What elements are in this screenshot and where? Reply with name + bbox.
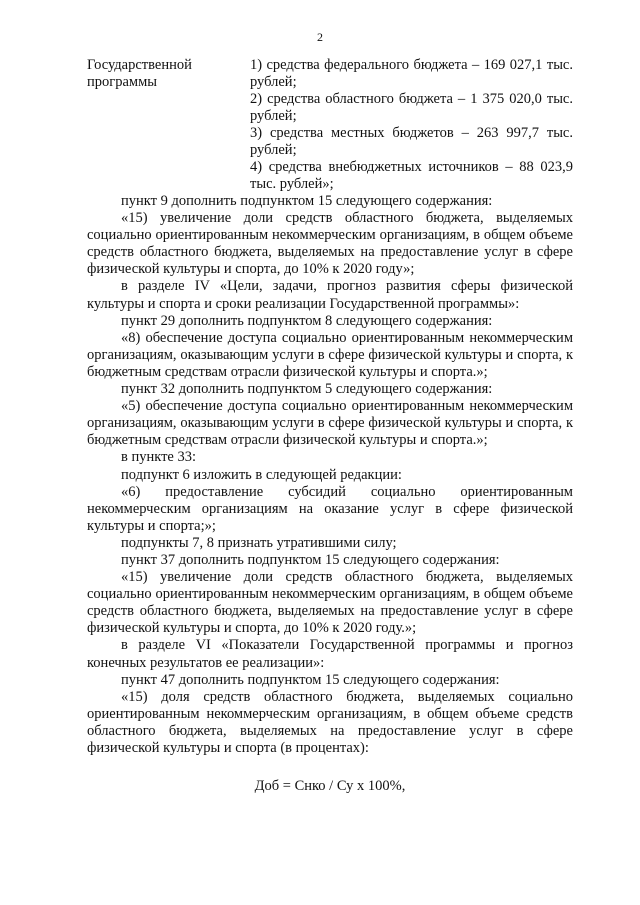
funding-item: 2) средства областного бюджета – 1 375 020,0 тыс. рублей; xyxy=(250,91,573,124)
paragraph: в пункте 33: xyxy=(121,449,197,466)
page-number: 2 xyxy=(317,30,323,44)
paragraph: подпункты 7, 8 признать утратившими силу; xyxy=(121,534,397,551)
funding-item: 3) средства местных бюджетов – 263 997,7 тыс. рублей; xyxy=(250,125,573,158)
paragraph: пункт 47 дополнить подпунктом 15 следующего содержания: xyxy=(121,671,500,688)
paragraph: пункт 9 дополнить подпунктом 15 следующего содержания: xyxy=(121,193,493,209)
paragraph: в разделе IV «Цели, задачи, прогноз развития сферы физической культуры и спорта и сроки реализации Государственной программы»: xyxy=(87,278,573,312)
formula: Доб = Снко / Су х 100%, xyxy=(254,778,406,795)
paragraph: «6) предоставление субсидий социально ориентированным некоммерческим организациям на оказание услуг в сфере физической культуры и спорта;»; xyxy=(87,483,573,534)
paragraph: «15) увеличение доли средств областного бюджета, выделяемых социально ориентированным некоммерческим организациям, в общем объеме средств областного бюджета, выделяемых на предоставление услуг в сфере физической культуры и спорта, до 10% к 2020 году»; xyxy=(87,210,573,278)
paragraph: «8) обеспечение доступа социально ориентированным некоммерческим организациям, оказывающим услуги в сфере физической культуры и спорта, к бюджетным средствам отрасли физической культуры и спорта.»; xyxy=(87,329,573,380)
paragraph: пункт 32 дополнить подпунктом 5 следующего содержания: xyxy=(121,381,493,398)
paragraph: «5) обеспечение доступа социально ориентированным некоммерческим организациям, оказывающим услуги в сфере физической культуры и спорта, к бюджетным средствам отрасли физической культуры и спорта.»; xyxy=(87,398,573,449)
paragraph: в разделе VI «Показатели Государственной программы и прогноз конечных результатов ее реализации»: xyxy=(87,637,573,671)
paragraph: пункт 37 дополнить подпунктом 15 следующего содержания: xyxy=(121,551,500,568)
document-body xyxy=(87,193,573,795)
funding-item: 4) средства внебюджетных источников – 88 023,9 тыс. рублей»; xyxy=(250,159,573,192)
paragraph: «15) увеличение доли средств областного бюджета, выделяемых социально ориентированным некоммерческим организациям, в общем объеме средств областного бюджета, выделяемых на предоставление услуг в сфере физической культуры и спорта, до 10% к 2020 году.»; xyxy=(87,569,573,637)
funding-item: 1) средства федерального бюджета – 169 027,1 тыс. рублей; xyxy=(250,57,573,90)
paragraph: подпункт 6 изложить в следующей редакции: xyxy=(121,466,402,483)
paragraph: «15) доля средств областного бюджета, выделяемых социально ориентированным некоммерческим организациям, в общем объеме средств областного бюджета, выделяемых на предоставление услуг в сфере физической культуры и спорта (в процентах): xyxy=(87,688,573,756)
table-left-label: Государственной программы xyxy=(87,57,192,90)
funding-list xyxy=(250,57,573,193)
paragraph: пункт 29 дополнить подпунктом 8 следующего содержания: xyxy=(121,312,493,329)
